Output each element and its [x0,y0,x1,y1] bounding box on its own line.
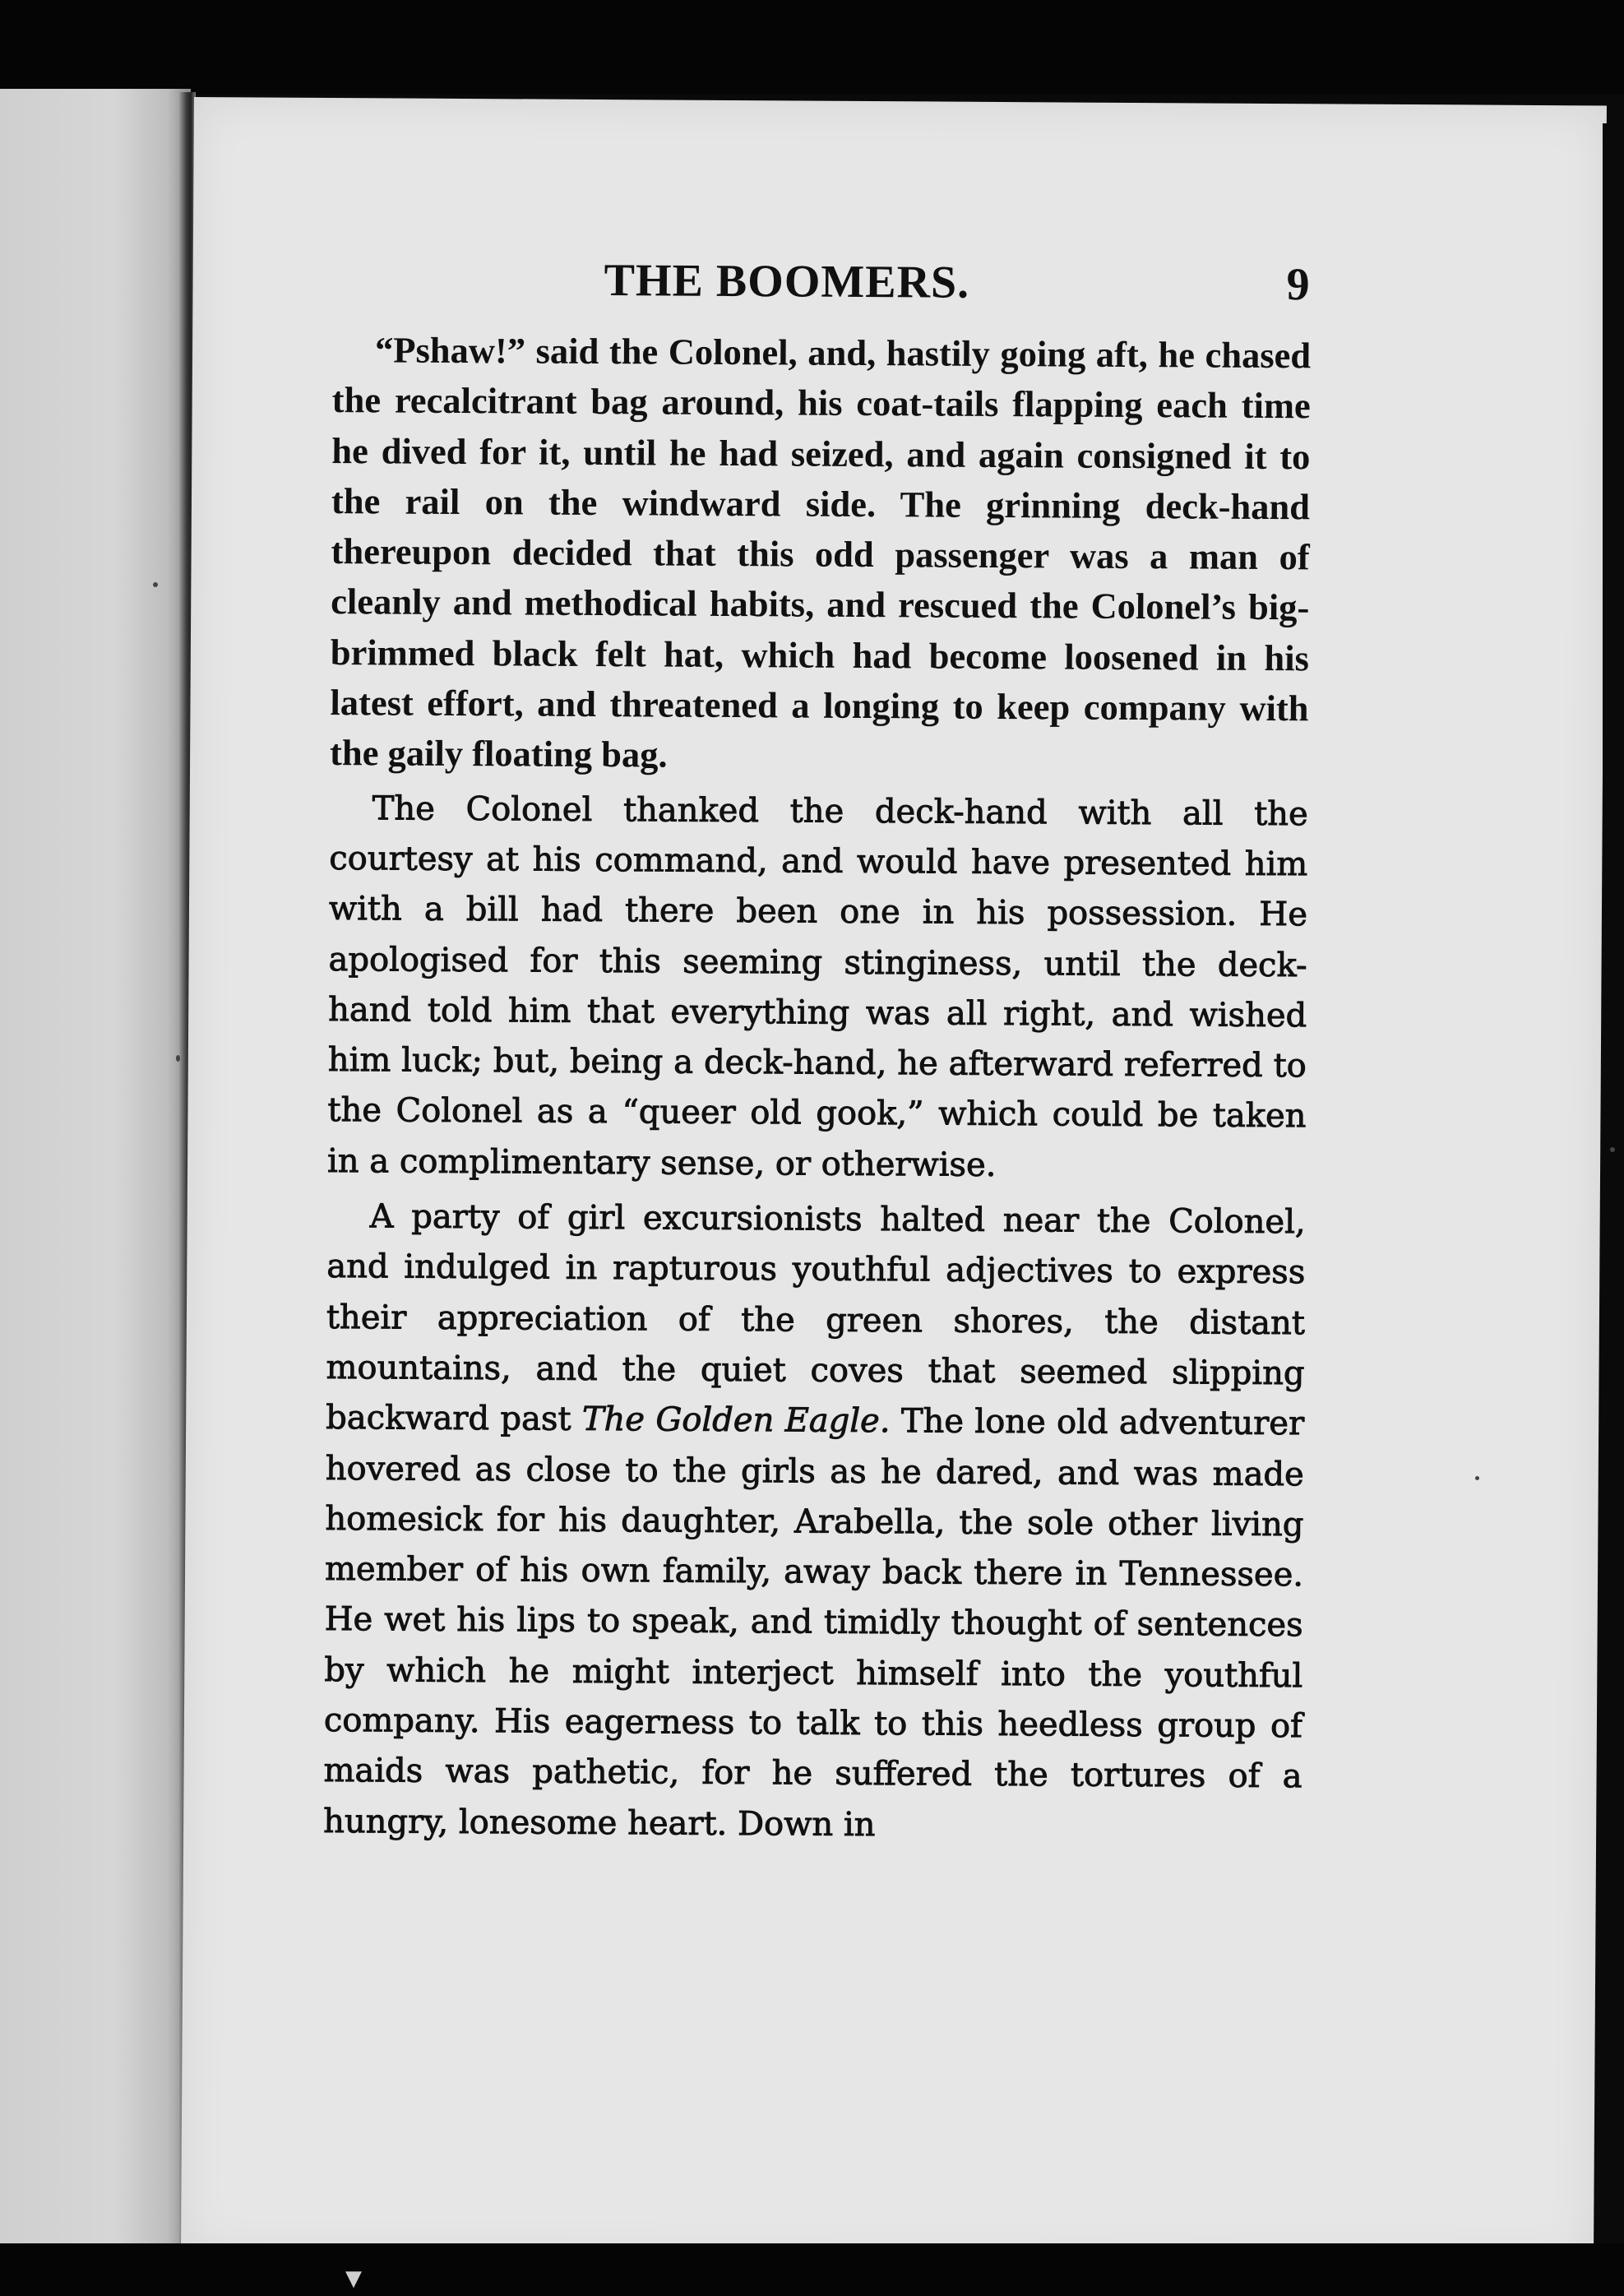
page-number: 9 [1286,259,1310,311]
dust-speck [153,582,158,587]
page-paper [181,97,1607,2266]
paragraph-3-text-after: The lone old adventurer hovered as close to the girls as he dared, and was made homesick for his daughter, Arabella, the sole other living member of his own family, away back there in Tennessee. He wet his lips to speak, and timidly thought of sentences by which he might interject himself into the youthful company. His eagerness to talk to this heedless group of maids was pathetic, for he suffered the tortures of a hungry, lonesome heart. Down in [323,1402,1305,1844]
paragraph-3-text-before: A party of girl excursionists halted near the Colonel, and indulged in rapturous youthful adjectives to express their appreciation of the green shores, the distant mountains, and the quiet coves that seemed slipping backward past [326,1197,1306,1439]
paragraph-3 [323,1192,1306,1853]
dust-speck [176,1055,180,1062]
page-header [192,243,1605,317]
facing-page-edge [0,89,191,2243]
down-arrow-icon: ▼ [345,2266,362,2291]
dust-speck [1610,1147,1615,1152]
body-text [323,325,1311,1858]
scan-border-top [0,0,1624,95]
scan-border-right [1603,123,1624,2261]
running-title: THE BOOMERS. [604,255,970,308]
paragraph-2: The Colonel thanked the deck-hand with all the courtesy at his command, and would have presented him with a bill had there been one in his possession. He apologised for this seeming stinginess, until the deck-hand told him that everything was all right, and wished him luck; but, being a deck-hand, he afterward referred to the Colonel as a “queer old gook,” which could be taken in a complimentary sense, or otherwise. [326,789,1308,1184]
dust-speck [1475,1476,1479,1480]
paragraph-1: “Pshaw!” said the Colonel, and, hastily going aft, he chased the recalcitrant bag around, his coat-tails flapping each time he dived for it, until he had seized, and again consigned it to the rail on the windward side. The grinning deck-hand thereupon decided that this odd passenger was a man of cleanly and methodical habits, and rescued the Colonel’s big-brimmed black felt hat, which had become loosened in his latest effort, and threatened a longing to keep company with the gaily floating bag. [329,329,1312,775]
ship-name: The Golden Eagle. [581,1400,891,1441]
scan-border-bottom [0,2243,1624,2296]
